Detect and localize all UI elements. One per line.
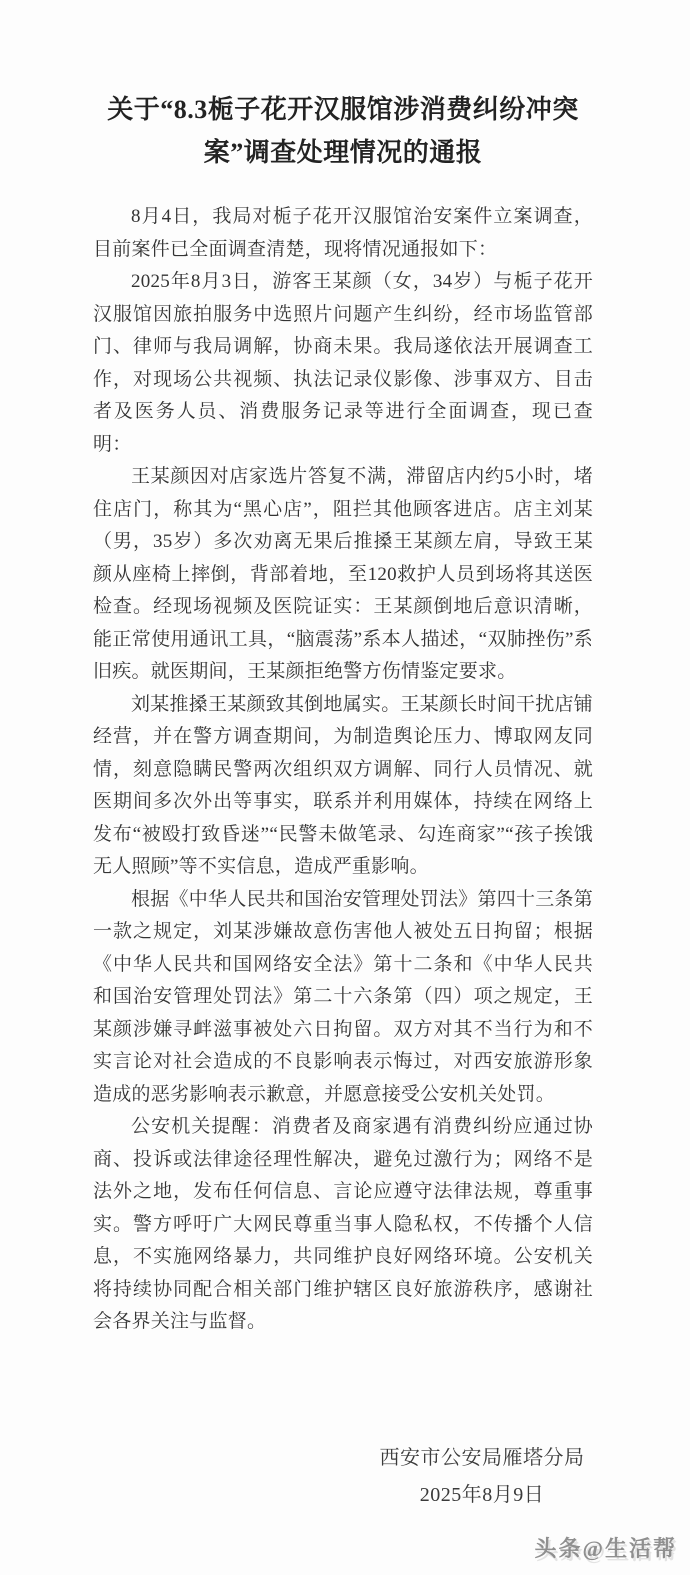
issue-date: 2025年8月9日 xyxy=(419,1483,545,1506)
notice-document xyxy=(93,88,593,1514)
paragraph-2: 2025年8月3日，游客王某颜（女，34岁）与栀子花开汉服馆因旅拍服务中选照片问题产生纠纷，经市场监管部门、律师与我局调解，协商未果。我局遂依法开展调查工作，对现场公共视频、执法记录仪影像、涉事双方、目击者及医务人员、消费服务记录等进行全面调查，现已查明： xyxy=(93,271,593,455)
watermark-text: 头条@生活帮 xyxy=(534,1536,677,1561)
signature-block xyxy=(377,1440,587,1514)
watermark xyxy=(535,1532,677,1563)
paragraph-5: 根据《中华人民共和国治安管理处罚法》第四十三条第一款之规定，刘某涉嫌故意伤害他人被处五日拘留；根据《中华人民共和国网络安全法》第十二条和《中华人民共和国治安管理处罚法》第二十六条第（四）项之规定，王某颜涉嫌寻衅滋事被处六日拘留。双方对其不当行为和不实言论对社会造成的不良影响表示悔过，对西安旅游形象造成的恶劣影响表示歉意，并愿意接受公安机关处罚。 xyxy=(93,888,594,1105)
paragraph-3: 王某颜因对店家选片答复不满，滞留店内约5小时，堵住店门，称其为“黑心店”，阻拦其他顾客进店。店主刘某（男，35岁）多次劝离无果后推搡王某颜左肩，导致王某颜从座椅上摔倒，背部着地，至120救护人员到场将其送医检查。经现场视频及医院证实：王某颜倒地后意识清晰，能正常使用通讯工具，“脑震荡”系本人描述，“双肺挫伤”系旧疾。就医期间，王某颜拒绝警方伤情鉴定要求。 xyxy=(93,466,593,682)
title-line-1: 关于“8.3栀子花开汉服馆涉消费纠纷冲突 xyxy=(107,95,579,124)
paragraph-4: 刘某推搡王某颜致其倒地属实。王某颜长时间干扰店铺经营，并在警方调查期间，为制造舆论压力、博取网友同情，刻意隐瞒民警两次组织双方调解、同行人员情况、就医期间多次外出等事实，联系并利用媒体，持续在网络上发布“被殴打致昏迷”“民警未做笔录、勾连商家”“孩子挨饿无人照顾”等不实信息，造成严重影响。 xyxy=(93,693,594,877)
paragraph-1: 8月4日，我局对栀子花开汉服馆治安案件立案调查，目前案件已全面调查清楚，现将情况通报如下： xyxy=(93,206,593,260)
issuing-agency: 西安市公安局雁塔分局 xyxy=(379,1446,585,1469)
paragraph-6: 公安机关提醒：消费者及商家遇有消费纠纷应通过协商、投诉或法律途径理性解决，避免过激行为；网络不是法外之地，发布任何信息、言论应遵守法律法规，尊重事实。警方呼吁广大网民尊重当事人隐私权，不传播个人信息，不实施网络暴力，共同维护良好网络环境。公安机关将持续协同配合相关部门维护辖区良好旅游秩序，感谢社会各界关注与监督。 xyxy=(93,1116,593,1332)
title-line-2: 案”调查处理情况的通报 xyxy=(203,138,483,167)
notice-title xyxy=(93,88,593,174)
